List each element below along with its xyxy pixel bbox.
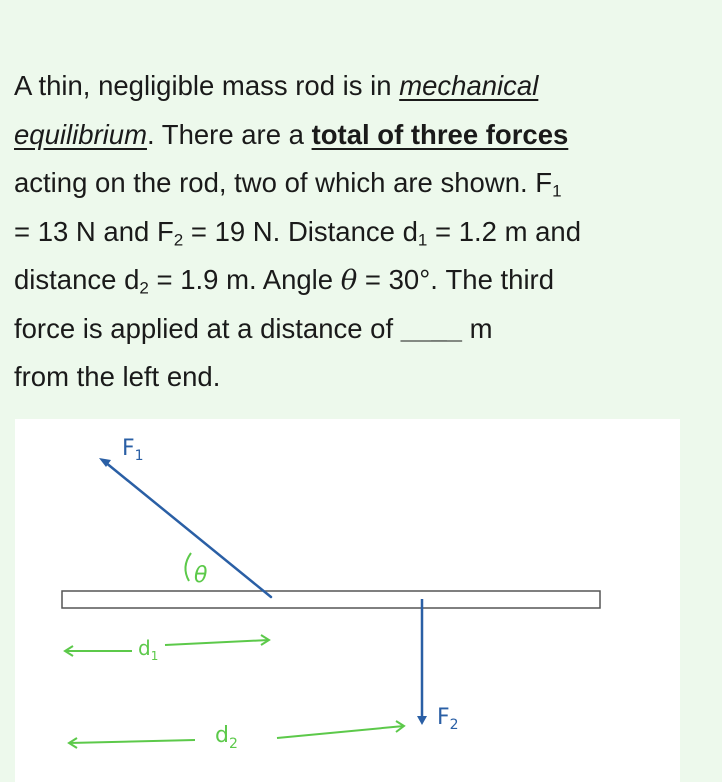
text-segment: = 1.2 m and: [427, 215, 581, 247]
f2-arrowhead-icon: [417, 716, 427, 725]
text-segment: = 13 N and F: [14, 215, 174, 247]
problem-line-2: [14, 111, 694, 160]
problem-line-1: [14, 62, 694, 111]
problem-text: [14, 62, 694, 402]
text-segment: A thin, negligible mass rod is in: [14, 70, 400, 101]
force-diagram: [15, 419, 680, 782]
problem-line-4: [14, 208, 694, 257]
text-segment: = 19 N. Distance d: [183, 215, 418, 247]
text-segment: m: [461, 312, 493, 344]
text-segment: . There are a: [146, 118, 312, 150]
emphasis-mechanical: mechanical: [399, 70, 539, 101]
text-segment: acting on the rod, two of which are shown. F: [14, 167, 553, 198]
problem-line-7: [14, 353, 694, 402]
text-segment: = 1.9 m. Angle: [148, 264, 341, 295]
d2-right-line: [277, 726, 404, 738]
force-diagram-svg: [15, 419, 680, 782]
text-segment: distance d: [14, 264, 140, 295]
text-segment: from the left end.: [14, 361, 221, 392]
theta-symbol: θ: [340, 264, 358, 296]
subscript: 1: [417, 229, 428, 249]
d2-label: $d_2$: [215, 723, 238, 752]
f1-label: $F_1$: [122, 436, 144, 464]
theta-label: θ: [194, 563, 208, 588]
subscript: 2: [173, 229, 184, 249]
emphasis-equilibrium: equilibrium: [14, 118, 147, 150]
rod: [62, 591, 600, 608]
emphasis-three-forces: total of three forces: [311, 118, 569, 150]
answer-blank: ____: [400, 312, 462, 344]
f2-label: $F_2$: [437, 705, 459, 733]
d2-left-line: [69, 740, 195, 743]
d1-right-line: [165, 640, 269, 645]
problem-line-3: [14, 159, 694, 208]
problem-line-6: [14, 305, 694, 354]
text-segment: force is applied at a distance of: [14, 312, 401, 344]
text-segment: = 30°. The third: [357, 264, 555, 295]
subscript: 1: [552, 181, 562, 201]
d1-label: $d_1$: [138, 636, 159, 663]
problem-line-5: [14, 256, 694, 305]
subscript: 2: [139, 278, 149, 298]
angle-arc: [185, 553, 191, 581]
